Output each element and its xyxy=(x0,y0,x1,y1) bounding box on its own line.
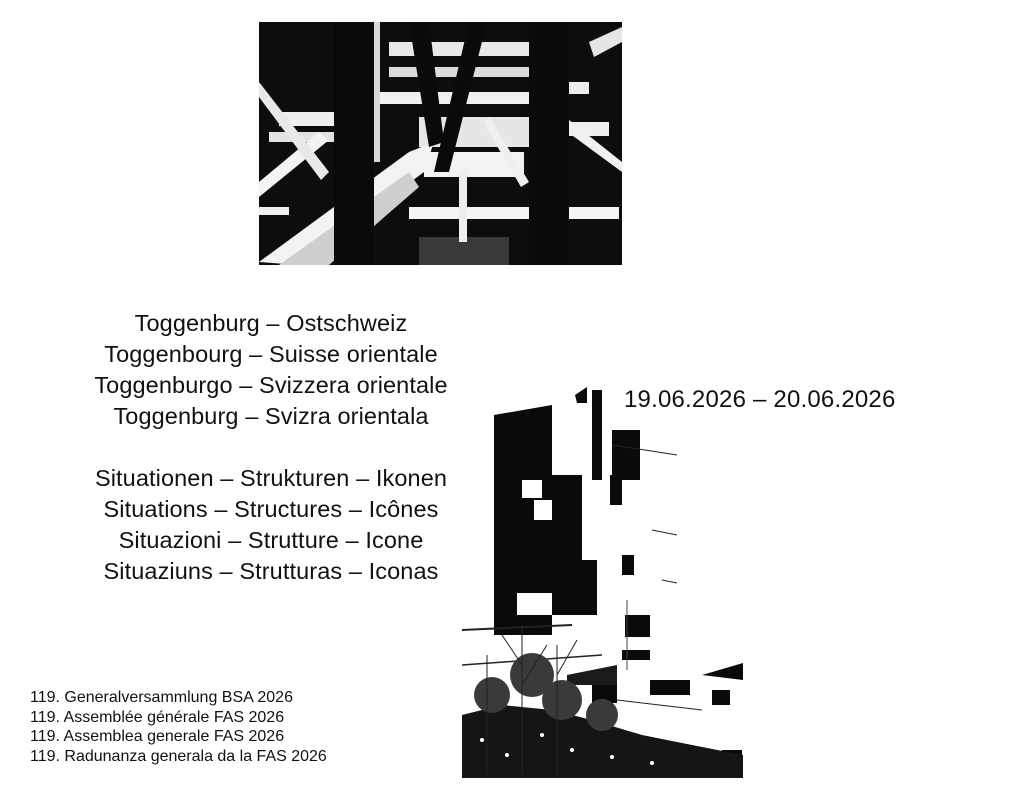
assembly-line-rm: 119. Radunanza generala da la FAS 2026 xyxy=(30,747,327,765)
theme-line-it: Situazioni – Strutture – Icone xyxy=(118,527,424,553)
region-line-it: Toggenburgo – Svizzera orientale xyxy=(94,372,448,398)
theme-line-rm: Situaziuns – Strutturas – Iconas xyxy=(103,558,439,584)
timber-structure-graphic xyxy=(259,22,622,265)
region-line-de: Toggenburg – Ostschweiz xyxy=(134,310,408,336)
theme-line-fr: Situations – Structures – Icônes xyxy=(103,496,439,522)
event-date-range: 19.06.2026 – 20.06.2026 xyxy=(624,386,896,413)
region-line-fr: Toggenbourg – Suisse orientale xyxy=(104,341,438,367)
assembly-block xyxy=(30,688,327,766)
assembly-line-de: 119. Generalversammlung BSA 2026 xyxy=(30,689,293,706)
region-line-rm: Toggenburg – Svizra orientala xyxy=(113,403,429,429)
title-block xyxy=(40,308,502,587)
theme-line-de: Situationen – Strukturen – Ikonen xyxy=(94,465,448,491)
timber-structure-photo xyxy=(259,22,622,265)
assembly-line-it: 119. Assemblea generale FAS 2026 xyxy=(30,728,285,745)
assembly-line-fr: 119. Assemblée générale FAS 2026 xyxy=(30,708,285,726)
spacer xyxy=(40,432,502,463)
